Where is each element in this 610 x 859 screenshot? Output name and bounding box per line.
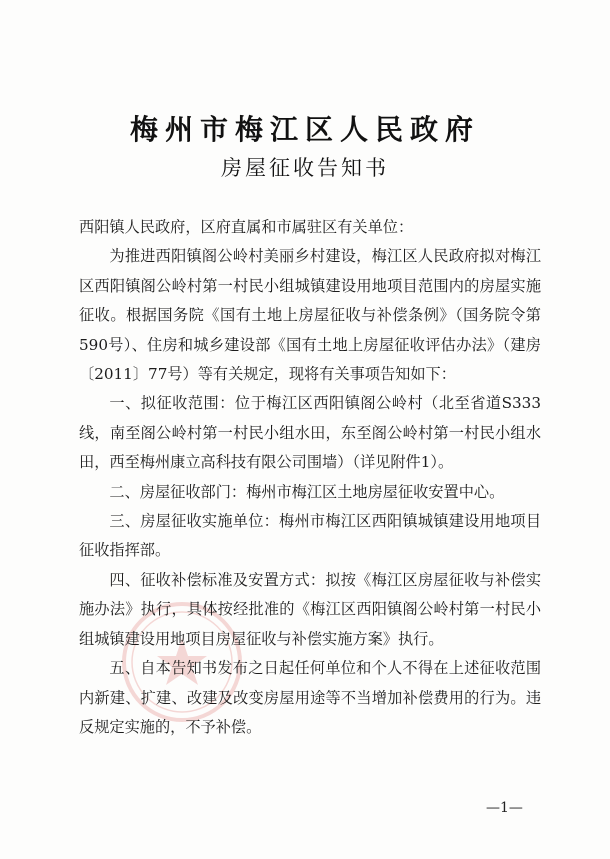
paragraph-compensation: 四、征收补偿标准及安置方式：拟按《梅江区房屋征收与补偿实施办法》执行，具体按经批准的《梅江区西阳镇阁公岭村第一村民小组城镇建设用地项目房屋征收与补偿实施方案》执行。 — [79, 570, 541, 648]
paragraph-scope: 一、拟征收范围：位于梅江区西阳镇阁公岭村（北至省道S333线，南至阁公岭村第一村民小组水田，东至阁公岭村第一村民小组水田，西至梅州康立高科技有限公司围墙）（详见附件1）。 — [79, 394, 541, 472]
paragraph-restriction: 五、自本告知书发布之日起任何单位和个人不得在上述征收范围内新建、扩建、改建及改变房屋用途等不当增加补偿费用的行为。违反规定实施的，不予补偿。 — [79, 659, 541, 736]
document-title: 梅州市梅江区人民政府 — [129, 113, 480, 146]
paragraph-department: 二、房屋征收部门：梅州市梅江区土地房屋征收安置中心。 — [109, 482, 505, 501]
salutation: 西阳镇人民政府，区府直属和市属驻区有关单位： — [79, 218, 414, 236]
paragraph-implementer: 三、房屋征收实施单位：梅州市梅江区西阳镇城镇建设用地项目征收指挥部。 — [79, 512, 541, 560]
document-subtitle: 房屋征收告知书 — [221, 156, 389, 180]
page-number: —1— — [486, 800, 523, 816]
paragraph-intro: 为推进西阳镇阁公岭村美丽乡村建设，梅江区人民政府拟对梅江区西阳镇阁公岭村第一村民小组城镇建设用地项目范围内的房屋实施征收。根据国务院《国有土地上房屋征收与补偿条例》（国务院令第590号）、住房和城乡建设部《国有土地上房屋征收评估办法》（建房〔2011〕77号）等有关规定，现将有关事项告知如下： — [79, 247, 541, 384]
document-body — [79, 213, 541, 742]
